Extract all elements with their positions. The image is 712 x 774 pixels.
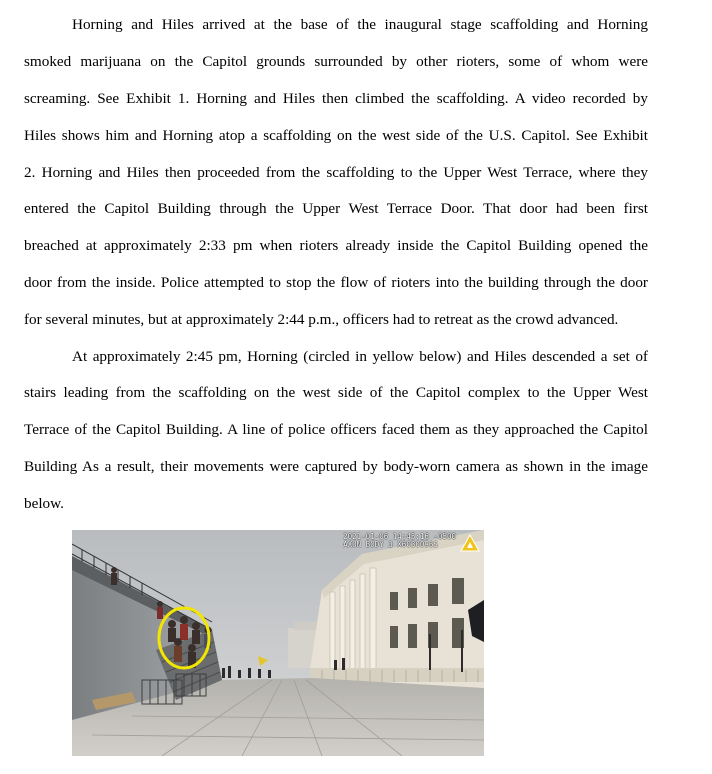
paragraph-2-line-4: Building As a result, their movements were captured by body-worn camera as shown in the image xyxy=(24,458,648,475)
paragraph-1-line-2: smoked marijuana on the Capitol grounds surrounded by other rioters, some of whom were xyxy=(24,53,648,70)
paragraph-2-line-2: stairs leading from the scaffolding on the west side of the Capitol complex to the Upper West xyxy=(24,384,648,401)
paragraph-2-line-1: At approximately 2:45 pm, Horning (circled in yellow below) and Hiles descended a set of xyxy=(72,348,648,365)
axon-triangle-logo-icon xyxy=(460,534,480,552)
paragraph-2-line-5: below. xyxy=(24,495,64,512)
camera-id: AXON BODY 3 X6030096S xyxy=(343,540,438,549)
paragraph-1-line-6: entered the Capitol Building through the Upper West Terrace Door. That door had been first xyxy=(24,200,648,217)
paragraph-1-line-5: 2. Horning and Hiles then proceeded from the scaffolding to the Upper West Terrace, where they xyxy=(24,164,648,181)
camera-overlay-text xyxy=(343,533,456,549)
paragraph-1-line-9: for several minutes, but at approximately 2:44 p.m., officers had to retreat as the crowd advanced. xyxy=(24,311,619,328)
paragraph-1-line-8: door from the inside. Police attempted to stop the flow of rioters into the building through the door xyxy=(24,274,648,291)
paragraph-1-line-4: Hiles shows him and Horning atop a scaffolding on the west side of the U.S. Capitol. See Exhibit xyxy=(24,127,648,144)
paragraph-1-line-7: breached at approximately 2:33 pm when rioters already inside the Capitol Building opened the xyxy=(24,237,648,254)
paragraph-1-line-1: Horning and Hiles arrived at the base of the inaugural stage scaffolding and Horning xyxy=(72,16,648,33)
paragraph-1-line-3: screaming. See Exhibit 1. Horning and Hiles then climbed the scaffolding. A video recorded by xyxy=(24,90,648,107)
camera-timestamp: 2021-01-06 14:45:16 -0500 xyxy=(343,532,456,541)
body-camera-scene xyxy=(72,530,484,756)
body-camera-photo xyxy=(72,530,484,756)
paragraph-2-line-3: Terrace of the Capitol Building. A line of police officers faced them as they approached the Capitol xyxy=(24,421,648,438)
